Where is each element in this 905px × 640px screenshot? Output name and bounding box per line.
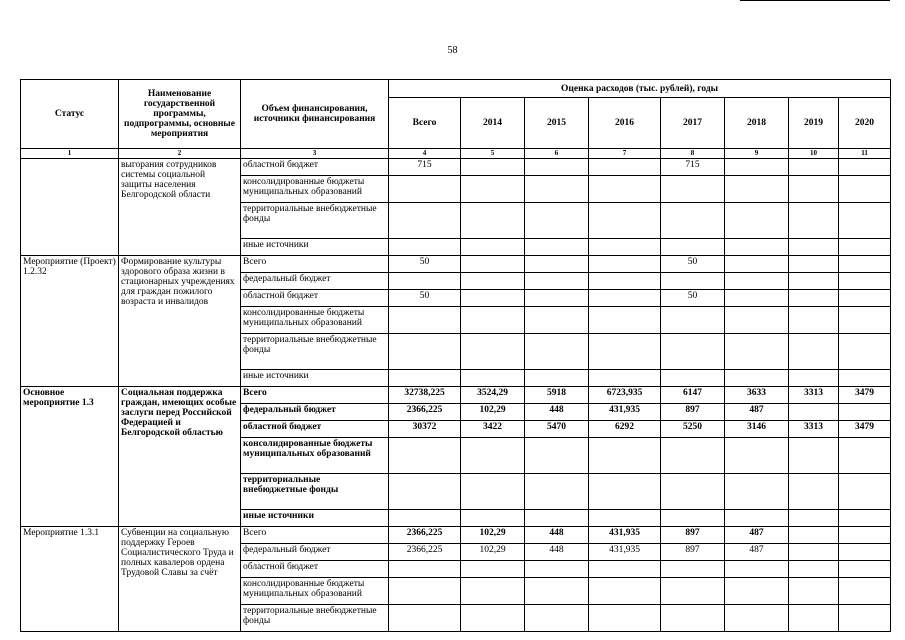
column-number: 9 (725, 149, 789, 159)
value-cell (525, 605, 589, 632)
value-cell (789, 307, 839, 334)
value-cell (839, 404, 891, 421)
value-cell: 3524,29 (461, 387, 525, 404)
value-cell (589, 273, 661, 290)
funding-source-cell: федеральный бюджет (241, 544, 389, 561)
table-body (21, 159, 891, 632)
value-cell (839, 334, 891, 370)
value-cell (525, 273, 589, 290)
value-cell (525, 561, 589, 578)
value-cell (661, 438, 725, 474)
value-cell (461, 159, 525, 176)
value-cell: 487 (725, 527, 789, 544)
value-cell: 3146 (725, 421, 789, 438)
value-cell (389, 605, 461, 632)
value-cell (789, 159, 839, 176)
value-cell: 50 (389, 290, 461, 307)
value-cell (461, 561, 525, 578)
funding-source-cell: иные источники (241, 370, 389, 387)
value-cell (725, 438, 789, 474)
header-year: 2019 (789, 98, 839, 149)
header-year: 2015 (525, 98, 589, 149)
value-cell (389, 370, 461, 387)
value-cell (525, 370, 589, 387)
value-cell: 431,935 (589, 404, 661, 421)
value-cell (725, 307, 789, 334)
value-cell (389, 561, 461, 578)
value-cell: 897 (661, 404, 725, 421)
funding-source-cell: консолидированные бюджеты муниципальных образований (241, 307, 389, 334)
funding-source-cell: консолидированные бюджеты муниципальных образований (241, 578, 389, 605)
value-cell (589, 334, 661, 370)
status-cell: Мероприятие 1.3.1 (21, 527, 119, 632)
value-cell: 715 (389, 159, 461, 176)
value-cell: 2366,225 (389, 404, 461, 421)
funding-source-cell: Всего (241, 256, 389, 273)
page-number: 58 (447, 45, 458, 56)
value-cell (789, 605, 839, 632)
value-cell: 897 (661, 527, 725, 544)
value-cell (725, 578, 789, 605)
value-cell (839, 273, 891, 290)
status-cell: Основное мероприятие 1.3 (21, 387, 119, 527)
value-cell: 448 (525, 527, 589, 544)
value-cell (461, 474, 525, 510)
value-cell (589, 578, 661, 605)
header-year: Всего (389, 98, 461, 149)
value-cell: 6147 (661, 387, 725, 404)
value-cell: 2366,225 (389, 544, 461, 561)
value-cell (461, 334, 525, 370)
funding-source-cell: территориальные внебюджетные фонды (241, 474, 389, 510)
funding-source-cell: федеральный бюджет (241, 404, 389, 421)
table-row (21, 159, 891, 176)
value-cell (661, 561, 725, 578)
value-cell (589, 159, 661, 176)
funding-source-cell: областной бюджет (241, 290, 389, 307)
table-row (21, 527, 891, 544)
value-cell (839, 510, 891, 527)
value-cell: 102,29 (461, 404, 525, 421)
value-cell (589, 474, 661, 510)
value-cell (839, 527, 891, 544)
value-cell (839, 561, 891, 578)
value-cell (839, 159, 891, 176)
value-cell (789, 527, 839, 544)
value-cell (525, 256, 589, 273)
header-year: 2014 (461, 98, 525, 149)
value-cell (589, 256, 661, 273)
value-cell (725, 290, 789, 307)
value-cell (789, 561, 839, 578)
value-cell (725, 370, 789, 387)
value-cell (839, 605, 891, 632)
value-cell (725, 605, 789, 632)
value-cell (389, 438, 461, 474)
status-cell (21, 159, 119, 256)
value-cell (461, 203, 525, 239)
value-cell (661, 474, 725, 510)
value-cell: 3479 (839, 421, 891, 438)
value-cell (789, 578, 839, 605)
value-cell: 897 (661, 544, 725, 561)
value-cell (589, 307, 661, 334)
value-cell (389, 176, 461, 203)
value-cell (789, 239, 839, 256)
value-cell (839, 307, 891, 334)
header-name: Наименование государственной программы, подпрограммы, основные мероприятия (119, 80, 241, 149)
value-cell (461, 438, 525, 474)
value-cell (789, 176, 839, 203)
funding-source-cell: территориальные внебюджетные фонды (241, 334, 389, 370)
value-cell: 50 (661, 290, 725, 307)
status-cell: Мероприятие (Проект) 1.2.32 (21, 256, 119, 387)
header-estimate: Оценка расходов (тыс. рублей), годы (389, 80, 891, 98)
value-cell: 487 (725, 404, 789, 421)
value-cell (525, 203, 589, 239)
value-cell (725, 203, 789, 239)
value-cell (789, 510, 839, 527)
value-cell (589, 370, 661, 387)
value-cell (525, 159, 589, 176)
funding-source-cell: областной бюджет (241, 159, 389, 176)
table-row (21, 387, 891, 404)
value-cell: 30372 (389, 421, 461, 438)
financing-table (20, 79, 891, 632)
value-cell: 431,935 (589, 527, 661, 544)
value-cell: 448 (525, 404, 589, 421)
funding-source-cell: консолидированные бюджеты муниципальных образований (241, 176, 389, 203)
value-cell (525, 239, 589, 256)
value-cell (461, 307, 525, 334)
value-cell (661, 605, 725, 632)
value-cell (725, 239, 789, 256)
value-cell: 6292 (589, 421, 661, 438)
funding-source-cell: территориальные внебюджетные фонды (241, 605, 389, 632)
value-cell (839, 438, 891, 474)
table-row (21, 256, 891, 273)
column-number: 5 (461, 149, 525, 159)
value-cell (589, 239, 661, 256)
value-cell: 3422 (461, 421, 525, 438)
value-cell (589, 510, 661, 527)
top-rule (740, 0, 890, 1)
value-cell (839, 203, 891, 239)
header-year: 2020 (839, 98, 891, 149)
value-cell (389, 273, 461, 290)
value-cell (661, 578, 725, 605)
funding-source-cell: территориальные внебюджетные фонды (241, 203, 389, 239)
value-cell (461, 290, 525, 307)
column-number: 7 (589, 149, 661, 159)
value-cell (525, 176, 589, 203)
value-cell (389, 203, 461, 239)
program-name-cell: выгорания сотрудников системы социальной защиты населения Белгородской области (119, 159, 241, 256)
funding-source-cell: федеральный бюджет (241, 273, 389, 290)
value-cell (725, 176, 789, 203)
header-year: 2016 (589, 98, 661, 149)
value-cell: 32738,225 (389, 387, 461, 404)
value-cell (461, 578, 525, 605)
value-cell: 3313 (789, 387, 839, 404)
header-volume: Объем финансирования, источники финансирования (241, 80, 389, 149)
value-cell (789, 273, 839, 290)
value-cell (525, 510, 589, 527)
value-cell (661, 203, 725, 239)
value-cell (525, 334, 589, 370)
value-cell (589, 203, 661, 239)
value-cell (725, 561, 789, 578)
value-cell: 2366,225 (389, 527, 461, 544)
value-cell (839, 578, 891, 605)
value-cell (661, 176, 725, 203)
value-cell (839, 370, 891, 387)
funding-source-cell: иные источники (241, 510, 389, 527)
value-cell (839, 474, 891, 510)
funding-source-cell: консолидированные бюджеты муниципальных образований (241, 438, 389, 474)
value-cell (461, 510, 525, 527)
value-cell (661, 370, 725, 387)
value-cell: 715 (661, 159, 725, 176)
value-cell (839, 544, 891, 561)
value-cell (839, 239, 891, 256)
value-cell (461, 256, 525, 273)
value-cell (461, 239, 525, 256)
value-cell (789, 370, 839, 387)
funding-source-cell: иные источники (241, 239, 389, 256)
value-cell (389, 334, 461, 370)
value-cell: 431,935 (589, 544, 661, 561)
program-name-cell: Социальная поддержка граждан, имеющих особые заслуги перед Российской Федерацией и Белгородской областью (119, 387, 241, 527)
column-number: 8 (661, 149, 725, 159)
value-cell (725, 256, 789, 273)
value-cell: 50 (661, 256, 725, 273)
value-cell (461, 370, 525, 387)
value-cell (589, 605, 661, 632)
value-cell: 3633 (725, 387, 789, 404)
column-number: 10 (789, 149, 839, 159)
funding-source-cell: областной бюджет (241, 561, 389, 578)
value-cell (389, 474, 461, 510)
value-cell (789, 203, 839, 239)
value-cell: 50 (389, 256, 461, 273)
value-cell: 3313 (789, 421, 839, 438)
column-number: 11 (839, 149, 891, 159)
value-cell (789, 544, 839, 561)
value-cell: 5470 (525, 421, 589, 438)
value-cell (661, 273, 725, 290)
value-cell (725, 273, 789, 290)
value-cell: 6723,935 (589, 387, 661, 404)
value-cell (589, 438, 661, 474)
value-cell (725, 474, 789, 510)
value-cell (461, 176, 525, 203)
header-status: Статус (21, 80, 119, 149)
value-cell (525, 307, 589, 334)
value-cell: 5918 (525, 387, 589, 404)
value-cell: 448 (525, 544, 589, 561)
column-number: 3 (241, 149, 389, 159)
value-cell (789, 290, 839, 307)
value-cell (461, 273, 525, 290)
value-cell (661, 239, 725, 256)
program-name-cell: Субвенции на социальную поддержку Героев Социалистического Труда и полных кавалеров ордена Трудовой Славы за счёт (119, 527, 241, 632)
value-cell (525, 290, 589, 307)
value-cell (661, 334, 725, 370)
funding-source-cell: Всего (241, 527, 389, 544)
value-cell (389, 307, 461, 334)
value-cell (789, 334, 839, 370)
value-cell: 102,29 (461, 527, 525, 544)
header-year: 2017 (661, 98, 725, 149)
column-number: 2 (119, 149, 241, 159)
value-cell: 3479 (839, 387, 891, 404)
value-cell (725, 510, 789, 527)
program-name-cell: Формирование культуры здорового образа жизни в стационарных учреждениях для граждан пожилого возраста и инвалидов (119, 256, 241, 387)
value-cell (589, 176, 661, 203)
value-cell (461, 605, 525, 632)
value-cell (589, 290, 661, 307)
value-cell (589, 561, 661, 578)
value-cell (839, 256, 891, 273)
column-number: 1 (21, 149, 119, 159)
value-cell (525, 474, 589, 510)
value-cell (661, 307, 725, 334)
value-cell (389, 239, 461, 256)
value-cell (661, 510, 725, 527)
value-cell (789, 256, 839, 273)
header-year: 2018 (725, 98, 789, 149)
funding-source-cell: Всего (241, 387, 389, 404)
value-cell (389, 578, 461, 605)
value-cell (525, 438, 589, 474)
value-cell (839, 176, 891, 203)
value-cell (789, 474, 839, 510)
value-cell (389, 510, 461, 527)
value-cell (725, 159, 789, 176)
value-cell (725, 334, 789, 370)
value-cell (839, 290, 891, 307)
column-number: 4 (389, 149, 461, 159)
column-number: 6 (525, 149, 589, 159)
value-cell (789, 438, 839, 474)
value-cell: 102,29 (461, 544, 525, 561)
value-cell: 5250 (661, 421, 725, 438)
value-cell (789, 404, 839, 421)
funding-source-cell: областной бюджет (241, 421, 389, 438)
value-cell: 487 (725, 544, 789, 561)
value-cell (525, 578, 589, 605)
